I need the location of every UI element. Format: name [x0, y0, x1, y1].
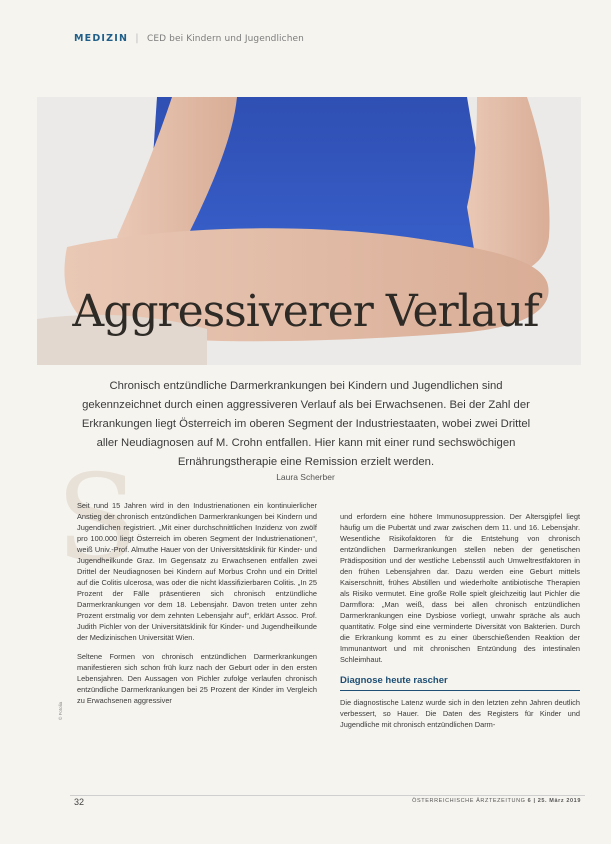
section-separator: |	[135, 33, 140, 44]
section-subtitle: CED bei Kindern und Jugendlichen	[147, 34, 304, 44]
section-label: MEDIZIN	[74, 33, 129, 44]
subheading: Diagnose heute rascher	[340, 675, 580, 691]
body-column-left	[77, 500, 317, 714]
photo-credit: © Fotolia	[58, 701, 63, 720]
page-number: 32	[74, 797, 85, 807]
author-byline: Laura Scherber	[276, 472, 335, 482]
body-paragraph: Seit rund 15 Jahren wird in den Industrienationen ein kontinuierlicher Anstieg der chronisch entzündlichen Darmerkrankungen bei Kindern und Jugendlichen registriert. „Mit einer durchschnittlichen Inzidenz von zwölf pro 100.000 liegt Österreich im oberen Segment der Industrienationen“, weiß Univ.-Prof. Almuthe Hauer von der Universitätsklinik für Kinder- und Jugendheilkunde Graz. Im Gegensatz zu Erwachsenen entfallen zwei Drittel der Neudiagnosen bei Kindern auf Morbus Crohn und ein Drittel auf die Colitis ulcerosa, was oder die nicht klassifizierbaren Colitis. „In 25 Prozent der Fälle präsentieren sich chronisch entzündliche Darmerkrankungen vor dem 18. Lebensjahr. Davon treten unter zehn Prozent erstmalig vor dem zehnten Lebensjahr auf“, erklärt Assoc. Prof. Judith Pichler von der Universitätsklinik für Kinder- und Jugendheilkunde der Medizinischen Universität Wien.	[77, 501, 317, 642]
publication-name: ÖSTERREICHISCHE ÄRZTEZEITUNG	[412, 798, 526, 804]
body-paragraph: Die diagnostische Latenz wurde sich in den letzten zehn Jahren deutlich verbessert, so Hauer. Die Daten des Registers für Kinder und Jugendliche mit chronisch entzündlichen Darm-	[340, 698, 580, 729]
dropcap: S	[56, 450, 139, 589]
footer-publication	[412, 798, 581, 804]
footer-divider	[70, 795, 585, 796]
article-headline: Aggressiverer Verlauf	[72, 286, 539, 337]
article-lede: Chronisch entzündliche Darmerkrankungen bei Kindern und Jugendlichen sind gekennzeichnet durch einen aggressiveren Verlauf als bei Erwachsenen. Bei der Zahl der Erkrankungen liegt Österreich im oberen Segment der Industriestaaten, wobei zwei Drittel aller Neudiagnosen auf M. Crohn entfallen. Hier kann mit einer rund sechswöchigen Ernährungstherapie eine Remission erzielt werden.	[81, 380, 531, 468]
body-paragraph: und erfordern eine höhere Immunosuppression. Der Altersgipfel liegt häufig um die Pubertät und zwar zwischen dem 11. und 16. Lebensjahr. Wesentliche Risikofaktoren für die Entstehung von chronisch entzündlichen Darmerkrankungen stellen neben der genetischen Prädisposition und der westliche Lebensstil auch Umweltrestfaktoren in den frühen Lebensjahren dar. Dazu werden eine Geburt mittels Kaiserschnitt, frühes Abstillen und wiederholte antibiotische Therapien als Risiko vermutet. Eine große Rolle spielt gleichzeitig laut Pichler die Darmflora: „Man weiß, dass bei allen chronisch entzündlichen Darmerkrankungen eine Dysbiose vorliegt, unwahr spräche als auch quantitativ. Folge sind eine verminderte Diversität von Bakterien. Durch die Erkrankung kommt es zu einer überschießenden Reaktion der Immunantwort und mit chronischen Entzündung des intestinalen Schleimhaut.	[340, 512, 580, 664]
issue-info: 6 | 25. März 2019	[527, 798, 581, 804]
body-paragraph: Seltene Formen von chronisch entzündlichen Darmerkrankungen manifestieren sich schon früh kurz nach der Geburt oder in den ersten Lebensjahren. Den Aussagen von Pichler zufolge verlaufen chronisch entzündliche Darmerkrankungen bei 25 Prozent der Kinder im Vergleich zu Erwachsenen aggressiver	[77, 652, 317, 705]
body-column-right	[340, 511, 580, 738]
section-header	[74, 33, 304, 44]
